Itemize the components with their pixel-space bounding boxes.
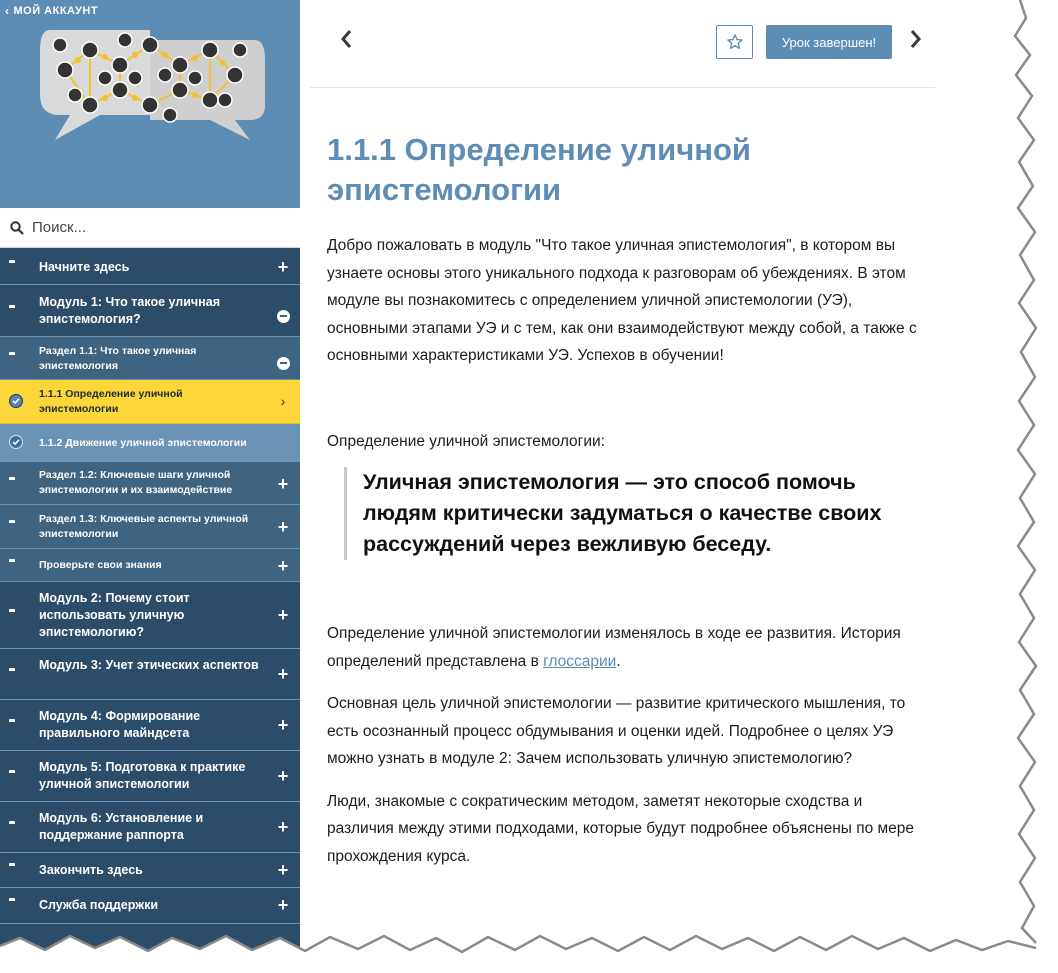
folder-open-icon <box>9 562 23 576</box>
intro-paragraph: Добро пожаловать в модуль "Что такое уличная эпистемология", в котором вы узнаете основы этого уникального подхода к разговорам об убеждениях. В этом модуле вы познакомитесь с определением уличной эпистемологии (УЭ), основными этапами УЭ и с тем, как они взаимодействуют между собой, а также с основными характеристиками УЭ. Успехов в обучении! <box>327 237 917 364</box>
folder-icon <box>9 866 23 880</box>
sidebar-item-label: Раздел 1.1: Что такое уличная эпистемология <box>39 345 197 372</box>
sidebar-item-label: Раздел 1.2: Ключевые шаги уличной эпистемологии и их взаимодействие <box>39 469 233 496</box>
glossary-link[interactable]: глоссарии <box>543 652 617 670</box>
sidebar-item-module-5[interactable] <box>0 751 300 802</box>
expand-icon[interactable]: + <box>277 257 289 277</box>
sidebar <box>0 0 300 973</box>
collapse-icon[interactable] <box>277 352 289 370</box>
sidebar-item-module-2[interactable] <box>0 582 300 649</box>
chevron-left-icon: ‹ <box>5 4 10 18</box>
sidebar-item-label: Проверьте свои знания <box>39 559 162 571</box>
course-logo-illustration <box>30 20 270 145</box>
sidebar-item-lesson-1-1-1[interactable] <box>0 380 300 424</box>
expand-icon[interactable]: + <box>277 664 289 684</box>
sidebar-item-label: Начните здесь <box>39 260 130 274</box>
folder-open-icon <box>9 523 23 537</box>
folder-icon <box>9 722 23 736</box>
my-account-link[interactable] <box>5 4 98 18</box>
expand-icon[interactable]: + <box>277 474 289 494</box>
history-end: . <box>616 652 621 670</box>
collapse-icon[interactable] <box>277 305 289 323</box>
favorite-button[interactable] <box>716 25 753 59</box>
sidebar-item-label: Модуль 4: Формирование правильного майндсета <box>39 709 201 740</box>
sidebar-item-partial <box>0 924 300 973</box>
socratic-paragraph: Люди, знакомые с сократическим методом, заметят некоторые сходства и различия между этими подходами, которые будут подробнее объяснены по мере прохождения курса. <box>327 792 915 865</box>
sidebar-item-label: Модуль 2: Почему стоит использовать уличную эпистемологию? <box>39 591 190 639</box>
expand-icon[interactable]: + <box>277 715 289 735</box>
sidebar-item-label: 1.1.2 Движение уличной эпистемологии <box>39 437 247 449</box>
sidebar-item-module-6[interactable] <box>0 802 300 853</box>
sidebar-item-label: Модуль 1: Что такое уличная эпистемология? <box>39 295 220 326</box>
sidebar-item-label: Закончить здесь <box>39 863 143 877</box>
search-input[interactable] <box>32 219 282 236</box>
lesson-toolbar <box>310 0 935 88</box>
folder-icon <box>9 773 23 787</box>
search-icon <box>10 221 24 235</box>
star-icon <box>726 33 744 51</box>
lesson-article <box>327 130 917 870</box>
sidebar-item-check-knowledge[interactable] <box>0 549 300 582</box>
history-text: Определение уличной эпистемологии изменялось в ходе ее развития. История определений представлена в <box>327 625 901 670</box>
history-paragraph <box>327 620 917 675</box>
sidebar-item-module-4[interactable] <box>0 700 300 751</box>
sidebar-hero <box>0 0 300 208</box>
expand-icon[interactable]: + <box>277 895 289 915</box>
check-circle-icon <box>9 394 23 408</box>
folder-icon <box>9 671 23 685</box>
sidebar-item-support[interactable] <box>0 888 300 924</box>
my-account-label: МОЙ АККАУНТ <box>13 5 99 17</box>
folder-icon <box>9 824 23 838</box>
sidebar-item-label: Модуль 5: Подготовка к практике уличной эпистемологии <box>39 760 246 791</box>
sidebar-item-label: Раздел 1.3: Ключевые аспекты уличной эпистемологии <box>39 513 249 540</box>
sidebar-item-start-here[interactable] <box>0 249 300 285</box>
sidebar-item-label: Служба поддержки <box>39 898 159 912</box>
sidebar-item-label: 1.1.1 Определение уличной эпистемологии <box>39 388 183 415</box>
folder-icon <box>9 612 23 626</box>
lesson-content <box>300 0 1058 973</box>
expand-icon[interactable]: + <box>277 860 289 880</box>
folder-icon <box>9 901 23 915</box>
previous-lesson-icon[interactable] <box>338 28 354 50</box>
expand-icon[interactable]: + <box>277 766 289 786</box>
sidebar-item-label: Модуль 6: Установление и поддержание раппорта <box>39 811 204 842</box>
chevron-right-icon: › <box>280 393 286 409</box>
search-bar <box>0 208 300 248</box>
page-title: 1.1.1 Определение уличной эпистемологии <box>327 132 751 207</box>
next-lesson-icon[interactable] <box>908 28 924 50</box>
expand-icon[interactable]: + <box>277 817 289 837</box>
expand-icon[interactable]: + <box>277 517 289 537</box>
folder-open-icon <box>9 355 23 369</box>
folder-open-icon <box>9 480 23 494</box>
expand-icon[interactable]: + <box>277 556 289 576</box>
definition-quote: Уличная эпистемология — это способ помочь людям критически задуматься о качестве своих рассуждений через вежливую беседу. <box>344 467 914 560</box>
folder-icon <box>9 263 23 277</box>
sidebar-item-module-3[interactable] <box>0 649 300 700</box>
sidebar-item-lesson-1-1-2[interactable] <box>0 424 300 462</box>
sidebar-item-label: Модуль 3: Учет этических аспектов <box>39 658 259 672</box>
expand-icon[interactable]: + <box>277 605 289 625</box>
sidebar-item-section-1-1[interactable] <box>0 337 300 380</box>
definition-label: Определение уличной эпистемологии: <box>327 432 605 450</box>
lesson-complete-button[interactable]: Урок завершен! <box>766 25 892 59</box>
sidebar-item-section-1-2[interactable] <box>0 462 300 505</box>
sidebar-item-section-1-3[interactable] <box>0 505 300 549</box>
sidebar-item-module-1[interactable] <box>0 285 300 337</box>
goal-paragraph: Основная цель уличной эпистемологии — развитие критического мышления, то есть осознанный процесс обдумывания и оценки идей. Подробнее о целях УЭ можно узнать в модуле 2: Зачем использовать уличную эпистемологию? <box>327 695 906 767</box>
folder-icon <box>9 308 23 322</box>
check-circle-icon <box>9 435 23 449</box>
sidebar-item-finish-here[interactable] <box>0 853 300 888</box>
